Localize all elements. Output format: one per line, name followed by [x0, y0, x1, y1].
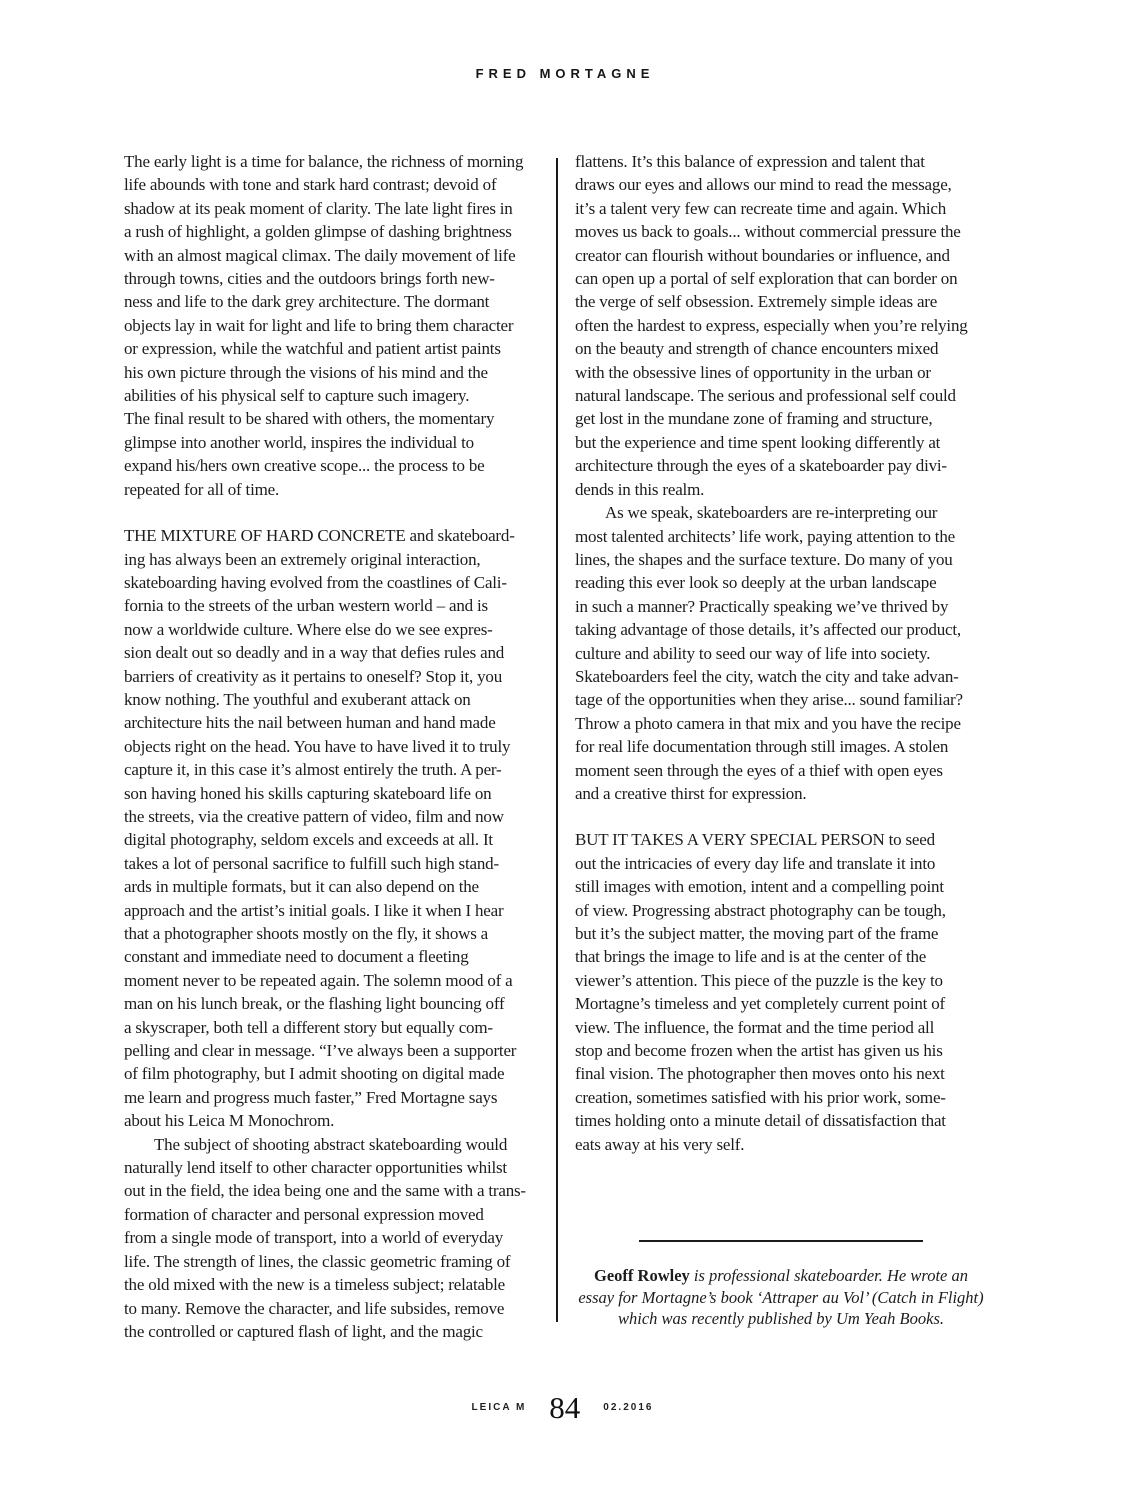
- text-line: As we speak, skateboarders are re-interpreting our: [605, 503, 938, 523]
- text-line: Throw a photo camera in that mix and you have the recipe: [575, 713, 961, 733]
- text-line: eats away at his very self.: [575, 1134, 745, 1154]
- paragraph-flattens: [575, 150, 1007, 501]
- credit-line-1: [575, 1265, 987, 1287]
- text-line: that a photographer shoots mostly on the fly, it shows a: [124, 924, 489, 943]
- text-line: architecture hits the nail between human and hand made: [124, 713, 496, 733]
- text-line: often the hardest to express, especially when you’re relying: [575, 315, 968, 335]
- text-line: abilities of his physical self to capture such imagery.: [124, 386, 470, 406]
- text-line: digital photography, seldom excels and exceeds at all. It: [124, 830, 493, 850]
- text-line: The final result to be shared with others, the momentary: [124, 409, 495, 429]
- text-line: expand his/hers own creative scope... the process to be: [124, 456, 485, 476]
- text-line: BUT IT TAKES A VERY SPECIAL PERSON to seed: [575, 830, 935, 850]
- text-line: the old mixed with the new is a timeless subject; relatable: [124, 1275, 505, 1295]
- text-line: son having honed his skills capturing skateboard life on: [124, 783, 492, 803]
- text-line: still images with emotion, intent and a compelling point: [575, 877, 944, 897]
- text-line: for real life documentation through still images. A stolen: [575, 737, 949, 757]
- text-line: and a creative thirst for expression.: [575, 783, 807, 803]
- text-line: in such a manner? Practically speaking we’ve thrived by: [575, 596, 949, 616]
- text-line: taking advantage of those details, it’s affected our product,: [575, 620, 961, 640]
- text-line: view. The influence, the format and the time period all: [575, 1017, 935, 1037]
- text-line: final vision. The photographer then moves onto his next: [575, 1064, 945, 1084]
- text-line: takes a lot of personal sacrifice to fulfill such high stand-: [124, 853, 499, 873]
- text-line: times holding onto a minute detail of dissatisfaction that: [575, 1111, 946, 1131]
- contributor-credit: [575, 1240, 987, 1330]
- text-line: constant and immediate need to document a fleeting: [124, 947, 469, 967]
- text-line: through towns, cities and the outdoors brings forth new-: [124, 269, 495, 289]
- text-line: the streets, via the creative pattern of video, film and now: [124, 806, 504, 826]
- text-line: The subject of shooting abstract skateboarding would: [154, 1134, 508, 1154]
- text-line: it’s a talent very few can recreate time and again. Which: [575, 198, 947, 218]
- text-line: out in the field, the idea being one and the same with a trans-: [124, 1181, 526, 1201]
- text-line: now a worldwide culture. Where else do we see expres-: [124, 619, 493, 639]
- text-line: creator can flourish without boundaries or influence, and: [575, 245, 950, 265]
- paragraph-as-we-speak: [575, 501, 1007, 805]
- text-line: ing has always been an extremely original interaction,: [124, 549, 481, 569]
- paragraph-mixture-of-hard-concrete: [124, 524, 556, 1133]
- text-line: from a single mode of transport, into a world of everyday: [124, 1228, 504, 1248]
- text-line: moment seen through the eyes of a thief with open eyes: [575, 760, 943, 780]
- text-line: life. The strength of lines, the classic geometric framing of: [124, 1251, 511, 1271]
- text-line: viewer’s attention. This piece of the puzzle is the key to: [575, 970, 943, 990]
- text-line: objects right on the head. You have to have lived it to truly: [124, 736, 511, 756]
- text-line: of film photography, but I admit shooting on digital made: [124, 1064, 505, 1084]
- text-line: reading this ever look so deeply at the urban landscape: [575, 573, 937, 593]
- text-line: naturally lend itself to other character opportunities whilst: [124, 1158, 507, 1178]
- text-line: to many. Remove the character, and life subsides, remove: [124, 1298, 505, 1318]
- text-line: architecture through the eyes of a skateboarder pay divi-: [575, 456, 947, 476]
- text-line: his own picture through the visions of his mind and the: [124, 362, 488, 382]
- text-line: a rush of highlight, a golden glimpse of dashing brightness: [124, 222, 512, 242]
- column-divider-line: [556, 158, 558, 1322]
- text-line: moves us back to goals... without commercial pressure the: [575, 222, 961, 242]
- text-line: Mortagne’s timeless and yet completely current point of: [575, 994, 945, 1014]
- text-line: about his Leica M Monochrom.: [124, 1111, 335, 1131]
- text-line: but it’s the subject matter, the moving part of the frame: [575, 924, 939, 943]
- text-line: Skateboarders feel the city, watch the city and take advan-: [575, 666, 959, 686]
- text-line: dends in this realm.: [575, 479, 705, 499]
- text-line: culture and ability to seed our way of life into society.: [575, 643, 931, 663]
- text-line: capture it, in this case it’s almost entirely the truth. A per-: [124, 760, 502, 780]
- text-line: repeated for all of time.: [124, 479, 280, 499]
- text-line: the controlled or captured flash of light, and the magic: [124, 1321, 483, 1341]
- text-line: creation, sometimes satisfied with his prior work, some-: [575, 1087, 946, 1107]
- text-line: shadow at its peak moment of clarity. The late light fires in: [124, 198, 513, 218]
- text-line: life abounds with tone and stark hard contrast; devoid of: [124, 175, 497, 195]
- text-line: can open up a portal of self exploration that can border on: [575, 269, 958, 289]
- text-line: the verge of self obsession. Extremely simple ideas are: [575, 292, 938, 312]
- text-line: ness and life to the dark grey architecture. The dormant: [124, 292, 490, 312]
- page-footer: [0, 1392, 1125, 1423]
- article-author-header: FRED MORTAGNE: [475, 66, 655, 81]
- text-line: with the obsessive lines of opportunity in the urban or: [575, 362, 931, 382]
- credit-line-1-text: is professional skateboarder. He wrote an: [693, 1266, 968, 1285]
- text-line: skateboarding having evolved from the coastlines of Cali-: [124, 572, 507, 592]
- credit-divider-rule: [639, 1240, 923, 1242]
- text-line: natural landscape. The serious and professional self could: [575, 386, 956, 406]
- text-line: of view. Progressing abstract photography can be tough,: [575, 900, 946, 920]
- right-column: [575, 150, 1007, 1156]
- text-line: lines, the shapes and the surface texture. Do many of you: [575, 549, 953, 569]
- credit-line-2: essay for Mortagne’s book ‘Attraper au Vol’ (Catch in Flight): [578, 1287, 984, 1307]
- text-line: THE MIXTURE OF HARD CONCRETE and skateboard-: [124, 526, 515, 546]
- paragraph-final-result: [124, 407, 556, 501]
- paragraph-opening: [124, 150, 556, 407]
- magazine-name: LEICA M: [471, 1402, 527, 1413]
- left-column: [124, 150, 556, 1343]
- text-line: on the beauty and strength of chance encounters mixed: [575, 339, 939, 359]
- text-line: formation of character and personal expression moved: [124, 1204, 484, 1224]
- text-line: barriers of creativity as it pertains to oneself? Stop it, you: [124, 666, 503, 686]
- text-line: that brings the image to life and is at the center of the: [575, 947, 927, 967]
- credit-line-3: which was recently published by Um Yeah Books.: [618, 1309, 944, 1328]
- text-line: most talented architects’ life work, paying attention to the: [575, 526, 955, 546]
- text-line: get lost in the mundane zone of framing and structure,: [575, 409, 933, 429]
- paragraph-subject-of-shooting: [124, 1133, 556, 1344]
- text-line: moment never to be repeated again. The solemn mood of a: [124, 970, 513, 990]
- contributor-name: Geoff Rowley: [594, 1266, 690, 1285]
- text-line: draws our eyes and allows our mind to read the message,: [575, 175, 952, 195]
- text-line: glimpse into another world, inspires the individual to: [124, 432, 474, 452]
- page-number: 84: [549, 1390, 581, 1425]
- text-line: flattens. It’s this balance of expression and talent that: [575, 152, 925, 171]
- text-line: with an almost magical climax. The daily movement of life: [124, 245, 516, 265]
- text-line: approach and the artist’s initial goals. I like it when I hear: [124, 900, 504, 920]
- text-line: pelling and clear in message. “I’ve always been a supporter: [124, 1041, 517, 1061]
- text-line: The early light is a time for balance, the richness of morning: [124, 152, 524, 171]
- text-line: but the experience and time spent looking differently at: [575, 432, 941, 452]
- text-line: stop and become frozen when the artist has given us his: [575, 1041, 943, 1061]
- text-line: fornia to the streets of the urban western world – and is: [124, 596, 488, 616]
- text-line: out the intricacies of every day life and translate it into: [575, 853, 936, 873]
- text-line: me learn and progress much faster,” Fred Mortagne says: [124, 1087, 498, 1107]
- text-line: or expression, while the watchful and patient artist paints: [124, 339, 501, 359]
- text-line: tage of the opportunities when they arise... sound familiar?: [575, 690, 963, 710]
- text-line: ards in multiple formats, but it can also depend on the: [124, 877, 479, 897]
- text-line: objects lay in wait for light and life to bring them character: [124, 315, 514, 335]
- text-line: a skyscraper, both tell a different story but equally com-: [124, 1017, 493, 1037]
- text-line: man on his lunch break, or the flashing light bouncing off: [124, 994, 505, 1014]
- issue-date: 02.2016: [603, 1402, 654, 1413]
- text-line: sion dealt out so deadly and in a way that defies rules and: [124, 643, 505, 663]
- text-line: know nothing. The youthful and exuberant attack on: [124, 689, 471, 709]
- paragraph-very-special-person: [575, 828, 1007, 1156]
